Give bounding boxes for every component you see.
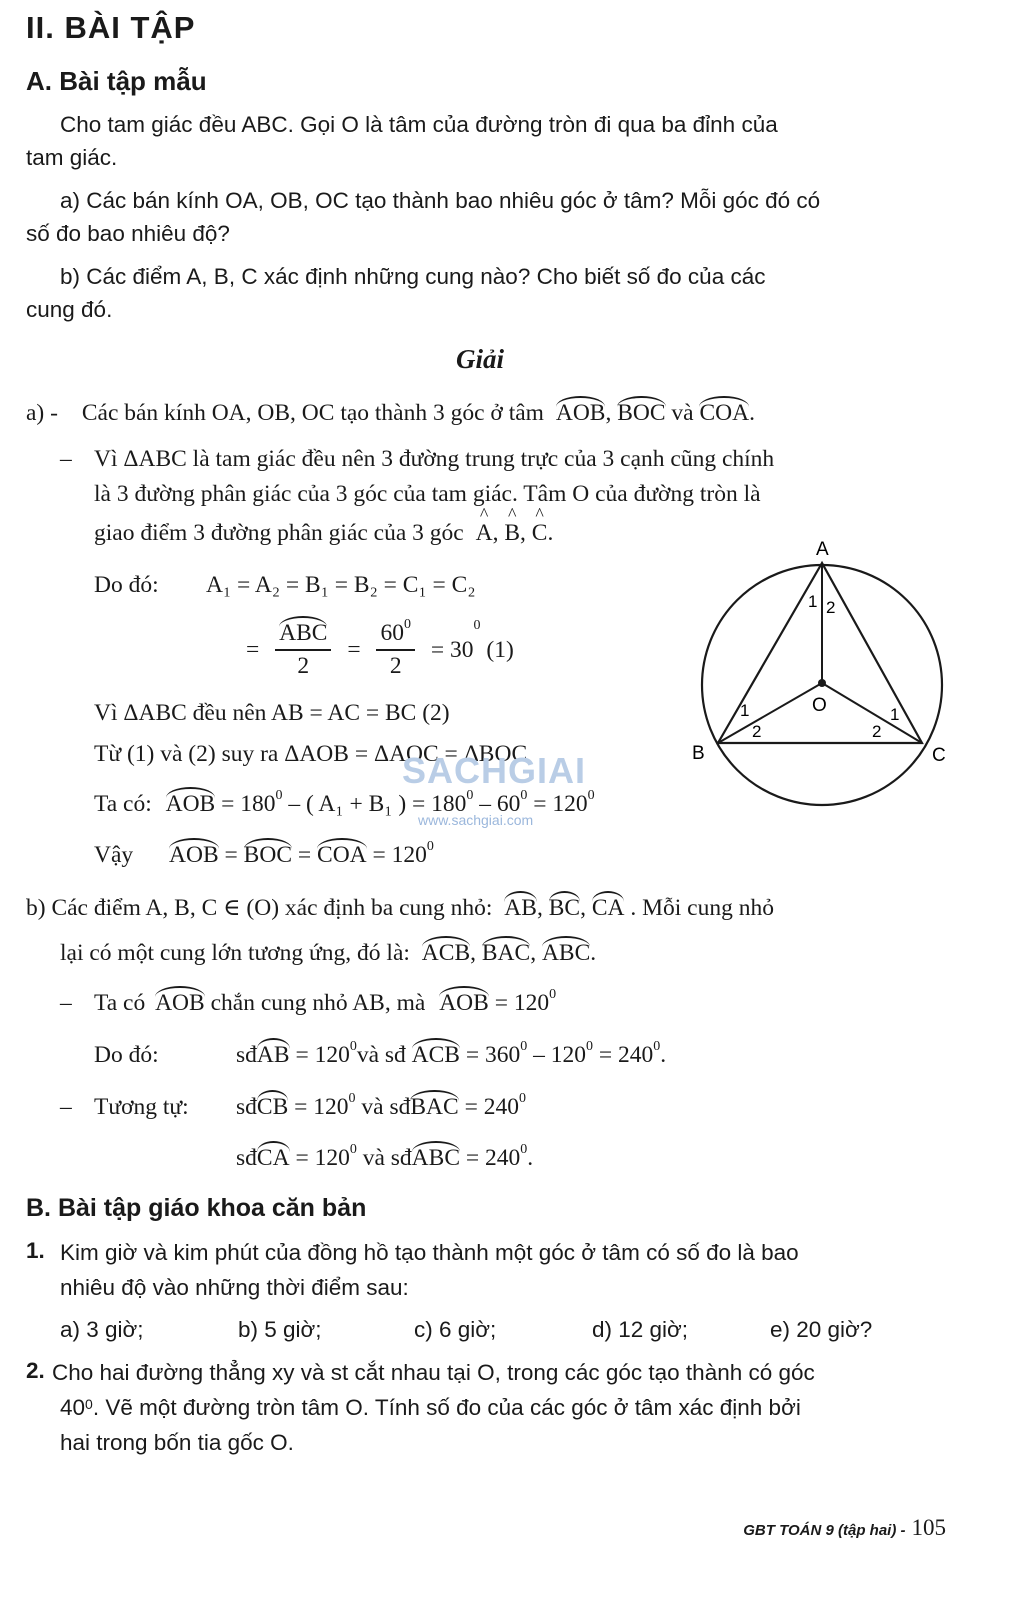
arc-acb-2: ACB <box>411 1042 460 1068</box>
angle-aob-equation: Ta có: AOB = $180^0$ – ( A₁ + B₁ ) = $180^0 - 60^0 = 120^0$ <box>94 788 595 817</box>
minus-120: – 120 <box>533 1042 586 1068</box>
sd-5: sđ <box>390 1145 412 1171</box>
minor-arcs-end: . Mỗi cung nhỏ <box>630 895 774 921</box>
fraction-abc <box>275 620 331 680</box>
exercise-2-line-1: Cho hai đường thẳng xy và st cắt nhau tại O, trong các góc tạo thành có góc <box>52 1360 815 1385</box>
arc-cb: CB <box>256 1094 289 1120</box>
arc-ca-2: CA <box>256 1145 290 1171</box>
label-a: A <box>816 539 829 560</box>
angle-aob: AOB <box>555 400 606 426</box>
arc-bac-2: BAC <box>410 1094 459 1120</box>
eq-120-b: = 120 <box>494 990 550 1016</box>
exercise-1-number: 1. <box>26 1238 45 1263</box>
conclusion-equation: Vậy AOB = BOC = COA = $120^0$ <box>94 839 434 868</box>
angle-label-b2: 2 <box>752 722 762 741</box>
angle-aob-2: AOB <box>165 791 216 817</box>
sd-1: sđ <box>236 1042 257 1068</box>
equation-tag-1: (1) <box>486 636 514 663</box>
label-b: B <box>692 743 705 764</box>
eq-240-2: = 240 <box>464 1094 519 1120</box>
question-b-line-2: cung đó. <box>26 297 113 322</box>
angle-label-a1: 1 <box>808 592 818 611</box>
solution-b-dash-2: – <box>60 1094 72 1120</box>
solution-a-line-2: Vì ΔABC là tam giác đều nên 3 đường trung trực của 3 cạnh cũng chính <box>94 446 775 472</box>
arc-ca: CA <box>591 895 625 921</box>
bisector-text: giao điểm 3 đường phân giác của 3 góc <box>94 520 464 546</box>
problem-line-1: Cho tam giác đều ABC. Gọi O là tâm của đường tròn đi qua ba đỉnh của <box>60 112 778 137</box>
arc-measure-line-3: sđCA = $120^0$ và sđABC = $240^0$. <box>236 1142 534 1171</box>
eq-cb-120: = 120 <box>294 1094 349 1120</box>
major-arcs-text: lại có một cung lớn tương ứng, đó là: <box>60 940 410 966</box>
arc-measure-line-1: sđAB = $120^0và$ sđ ACB = $360^0 - 120^0 = 240^0$. <box>236 1039 667 1068</box>
ta-co-b: Ta có <box>94 990 146 1016</box>
do-do-b: Do đó: <box>94 1042 159 1068</box>
exercise-1-line-1: Kim giờ và kim phút của đồng hồ tạo thành một góc ở tâm có số đo là bao <box>60 1240 799 1265</box>
question-a-line-2: số đo bao nhiêu độ? <box>26 221 230 246</box>
question-a-line-1: a) Các bán kính OA, OB, OC tạo thành bao nhiêu góc ở tâm? Mỗi góc đó có <box>60 188 821 213</box>
angle-boc-2: BOC <box>243 842 292 868</box>
arc-measure-line-2: sđCB = $120^0$ và sđBAC = $240^0$ <box>236 1091 526 1120</box>
va-3: và <box>362 1145 385 1171</box>
minor-arcs-text: b) Các điểm A, B, C ∈ (O) xác định ba cung nhỏ: <box>26 895 493 921</box>
angle-coa: COA <box>699 400 750 426</box>
page-number: 105 <box>911 1515 946 1540</box>
exercise-1-option-c: c) 6 giờ; <box>414 1317 497 1342</box>
question-b-line-1: b) Các điểm A, B, C xác định những cung nào? Cho biết số đo của các <box>60 264 766 289</box>
radius-ob <box>718 683 822 743</box>
exercise-1-option-e: e) 20 giờ? <box>770 1317 873 1342</box>
page-footer <box>743 1515 946 1541</box>
part-b-heading: B. Bài tập giáo khoa căn bản <box>26 1194 367 1222</box>
problem-line-2: tam giác. <box>26 145 118 170</box>
fraction-60-denominator: 2 <box>389 653 402 679</box>
exercise-2-line-2-text: . Vẽ một đường tròn tâm O. Tính số đo của các góc ở tâm xác định bởi <box>92 1395 801 1420</box>
solution-a-label: a) - <box>26 400 58 426</box>
va-2: và <box>361 1094 384 1120</box>
hat-a: ^ A <box>476 520 493 547</box>
eq-sum-angles: – ( A₁ + B₁ ) = 180 <box>288 791 467 817</box>
solution-a-line-1: a) - Các bán kính OA, OB, OC tạo thành 3 góc ở tâm AOB, BOC và COA. <box>26 400 755 426</box>
circle-triangle-figure <box>690 535 960 815</box>
exercise-1-option-a: a) 3 giờ; <box>60 1317 144 1342</box>
eq-120: = 120 <box>533 791 588 817</box>
angle-coa-2: COA <box>317 842 367 868</box>
sd-2: sđ <box>236 1094 257 1120</box>
exercise-2-line-3: hai trong bốn tia gốc O. <box>60 1430 294 1455</box>
hat-c: ^ C <box>532 520 548 547</box>
label-o: O <box>812 695 827 716</box>
sd-4: sđ <box>236 1145 257 1171</box>
solution-label: Giải <box>456 344 505 374</box>
solution-b-line-3: Ta có AOB chắn cung nhỏ AB, mà AOB = $120^0$ <box>94 987 557 1016</box>
arc-bac: BAC <box>481 940 531 966</box>
center-o-point <box>818 679 826 687</box>
fraction-60-numerator: 60 <box>380 620 404 646</box>
angle-label-c2: 2 <box>872 722 882 741</box>
arc-abc-2: ABC <box>411 1145 460 1171</box>
arc-bc: BC <box>548 895 581 921</box>
eq-240-3: = 240 <box>465 1145 521 1171</box>
eq-minus-60: – 60 <box>479 791 521 817</box>
fraction-60: $\frac{60^0}{2}$ <box>376 620 415 680</box>
eq-180: = 180 <box>221 791 276 817</box>
section-title: II. BÀI TẬP <box>26 10 196 45</box>
congruent-triangles: Từ (1) và (2) suy ra ΔAOB = ΔAOC = ΔBOC <box>94 741 528 767</box>
angle-aob-b: AOB <box>155 990 205 1016</box>
eq-240-1: = 240 <box>598 1042 654 1068</box>
angle-boc: BOC <box>617 400 666 426</box>
eq-360: = 360 <box>465 1042 521 1068</box>
arc-ab: AB <box>504 895 537 921</box>
solution-b-line-1: b) Các điểm A, B, C ∈ (O) xác định ba cung nhỏ: AB, BC, CA . Mỗi cung nhỏ <box>26 895 774 921</box>
equal-angles-equation: A₁ = A₂ = B₁ = B₂ = C₁ = C₂ <box>206 572 476 598</box>
eq-ca-120: = 120 <box>295 1145 350 1171</box>
fraction-equation: = $\frac{\text{ABC}}{2}$ = $\frac{60^0}{2}$ = $30^0$ (1) <box>246 617 514 679</box>
do-do-label: Do đó: <box>94 572 159 598</box>
watermark-logo: SACHGIAI <box>402 750 587 791</box>
subtends-text: chắn cung nhỏ AB, mà <box>210 990 426 1016</box>
book-title: GBT TOÁN 9 (tập hai) - <box>743 1522 906 1539</box>
angle-label-b1: 1 <box>740 701 750 720</box>
ta-co-label: Ta có: <box>94 791 152 817</box>
hat-b: ^ B <box>504 520 520 547</box>
fraction-abc-numerator: ABC <box>279 620 328 646</box>
watermark-url: www.sachgiai.com <box>418 812 534 828</box>
central-angles-text: Các bán kính OA, OB, OC tạo thành 3 góc ở tâm <box>81 400 544 426</box>
sd-3: sđ <box>389 1094 411 1120</box>
angle-40: 40 <box>60 1395 86 1420</box>
solution-a-line-3: là 3 đường phân giác của 3 góc của tam giác. Tâm O của đường tròn là <box>94 481 761 507</box>
arc-abc: ABC <box>541 940 591 966</box>
angle-aob-b2: AOB <box>439 990 489 1016</box>
angle-label-a2: 2 <box>826 598 836 617</box>
exercise-2-number: 2. <box>26 1358 45 1383</box>
final-value: = 120 <box>372 842 427 868</box>
solution-a-line-4: giao điểm 3 đường phân giác của 3 góc ^ A, ^ B, ^ C. <box>94 520 553 547</box>
eq-ab-120: = 120 <box>295 1042 350 1068</box>
arc-ab-2: AB <box>256 1042 290 1068</box>
exercise-1-option-d: d) 12 giờ; <box>592 1317 689 1342</box>
exercise-1-line-2: nhiêu độ vào những thời điểm sau: <box>60 1275 409 1300</box>
part-a-heading: A. Bài tập mẫu <box>26 66 207 96</box>
angle-aob-3: AOB <box>169 842 219 868</box>
angle-label-c1: 1 <box>890 705 900 724</box>
exercise-2-line-2: $40^0$. Vẽ một đường tròn tâm O. Tính số đo của các góc ở tâm xác định bởi <box>60 1395 801 1420</box>
label-c: C <box>932 745 946 766</box>
va-sd-1: và sđ <box>356 1042 406 1068</box>
and-word: và <box>671 400 694 426</box>
solution-a-dash: – <box>60 446 72 472</box>
tuong-tu-label: Tương tự: <box>94 1094 189 1120</box>
exercise-1-option-b: b) 5 giờ; <box>238 1317 322 1342</box>
result-30: = 30 <box>430 636 474 663</box>
arc-acb: ACB <box>421 940 471 966</box>
solution-b-dash-1: – <box>60 990 72 1016</box>
fraction-abc-denominator: 2 <box>297 653 310 679</box>
equilateral-equation: Vì ΔABC đều nên AB = AC = BC (2) <box>94 700 450 726</box>
vay-label: Vậy <box>94 842 134 868</box>
solution-b-line-2: lại có một cung lớn tương ứng, đó là: ACB, BAC, ABC. <box>60 940 597 966</box>
